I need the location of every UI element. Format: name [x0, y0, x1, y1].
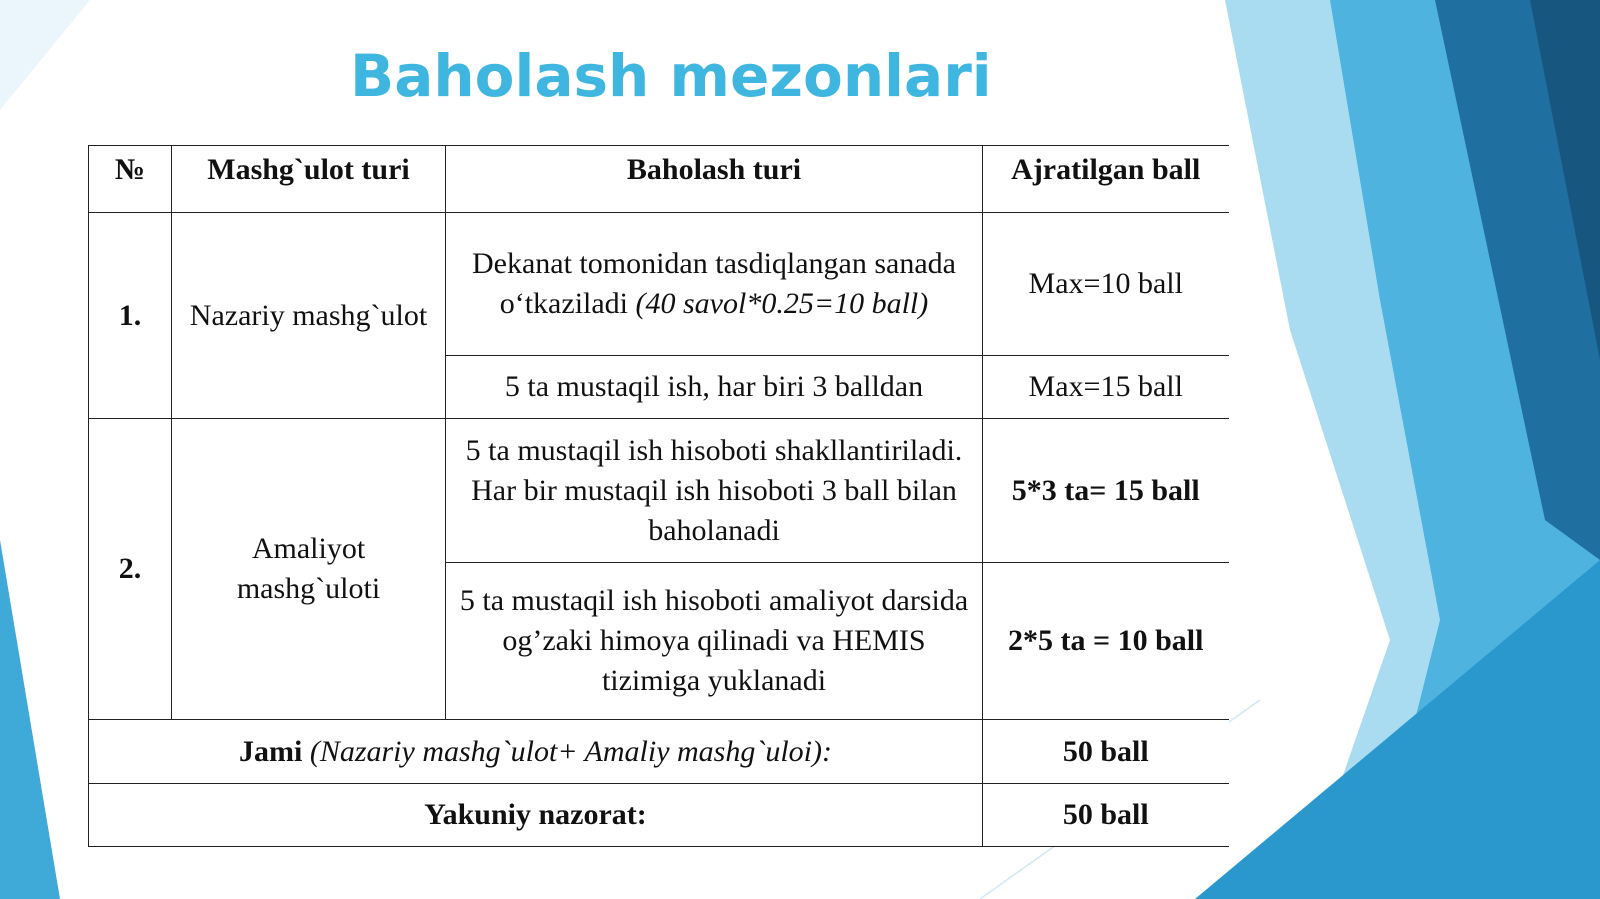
table-row [89, 213, 1229, 356]
header-number: № [89, 146, 172, 213]
points-cell: Max=15 ball [983, 356, 1229, 419]
assessment-method-cell [446, 213, 983, 356]
left-shape-bottom [0, 540, 60, 899]
row-number: 1. [89, 213, 172, 419]
assessment-method-text: Dekanat tomonidan tasdiqlangan sanada o‘tkaziladi [471, 247, 956, 320]
total-label-cell [89, 720, 983, 784]
points-cell: Max=10 ball [983, 213, 1229, 356]
assessment-method-cell: 5 ta mustaqil ish, har biri 3 balldan [446, 356, 983, 419]
row-number: 2. [89, 419, 172, 720]
slide-title: Baholash mezonlari [350, 42, 992, 110]
grading-criteria-table [88, 145, 1229, 847]
header-assessment-type: Baholash turi [446, 146, 983, 213]
header-allocated-points: Ajratilgan ball [983, 146, 1229, 213]
header-row [89, 146, 1229, 213]
total-label: Jami [239, 734, 303, 768]
assessment-method-cell: 5 ta mustaqil ish hisoboti amaliyot darsida og’zaki himoya qilinadi va HEMIS tizimiga yuklanadi [446, 563, 983, 720]
total-label-detail: (Nazariy mashg`ulot+ Amaliy mashg`uloi): [302, 734, 832, 768]
final-control-label: Yakuniy nazorat: [89, 784, 983, 847]
header-training-type: Mashg`ulot turi [172, 146, 446, 213]
assessment-method-cell: 5 ta mustaqil ish hisoboti shakllantiriladi. Har bir mustaqil ish hisoboti 3 ball bilan baholanadi [446, 419, 983, 563]
final-control-row [89, 784, 1229, 847]
training-type-cell: Nazariy mashg`ulot [172, 213, 446, 419]
assessment-method-formula: (40 savol*0.25=10 ball) [635, 287, 929, 320]
total-points-cell: 50 ball [983, 720, 1229, 784]
training-type-cell: Amaliyot mashg`uloti [172, 419, 446, 720]
total-row [89, 720, 1229, 784]
left-shape-top [0, 0, 90, 110]
points-cell: 5*3 ta= 15 ball [983, 419, 1229, 563]
final-control-points: 50 ball [983, 784, 1229, 847]
points-cell: 2*5 ta = 10 ball [983, 563, 1229, 720]
table-row [89, 419, 1229, 563]
